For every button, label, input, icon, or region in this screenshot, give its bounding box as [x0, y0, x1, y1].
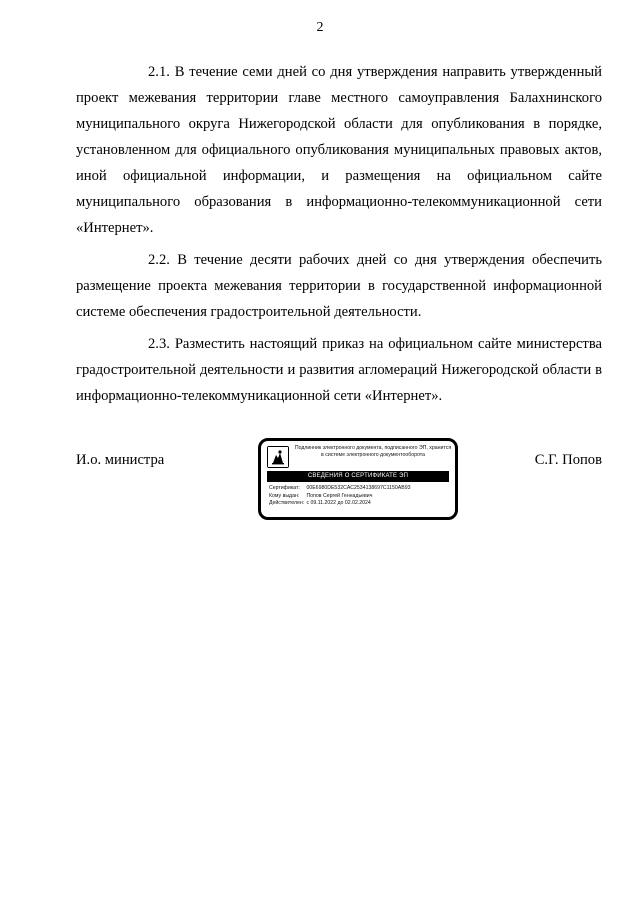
paragraph-text: Разместить настоящий приказ на официальном сайте министерства градостроительной деятельности и развития агломераций Нижегородской области в информационно-телекоммуникационной сети «Интернет». [76, 336, 602, 404]
stamp-title: СВЕДЕНИЯ О СЕРТИФИКАТЕ ЭП [267, 471, 449, 482]
validity-value: с 09.11.2022 до 02.02.2024 [306, 500, 371, 507]
certificate-value: 00E6980DE532CAC2534138697C1150AB93 [306, 485, 411, 491]
electronic-signature-stamp [258, 438, 458, 520]
paragraph-number: 2.1. [148, 64, 170, 80]
coat-of-arms-icon [267, 446, 289, 468]
validity-row [269, 500, 451, 508]
signature-block [76, 438, 602, 528]
signatory-name: С.Г. Попов [534, 452, 602, 468]
paragraph-text: В течение семи дней со дня утверждения направить утвержденный проект межевания территории главе местного самоуправления Балахнинского муниципального округа Нижегородской области для опубликования в порядке, установленном для официального опубликования муниципальных правовых актов, иной официальной информации, и размещения на официальном сайте муниципального образования в информационно-телекоммуникационной сети «Интернет». [76, 64, 602, 236]
page-number: 2 [316, 20, 324, 35]
document-body [76, 59, 602, 415]
paragraph-number: 2.3. [148, 336, 170, 352]
paragraph-2-3 [76, 331, 602, 409]
owner-value: Попов Сергей Геннадьевич [306, 492, 373, 499]
stamp-details [269, 485, 451, 508]
paragraph-text: В течение десяти рабочих дней со дня утверждения обеспечить размещение проекта межевания территории в государственной информационной системе обеспечения градостроительной деятельности. [76, 252, 602, 320]
paragraph-2-1 [76, 59, 602, 241]
paragraph-number: 2.2. [148, 252, 170, 268]
stamp-note: Подлинник электронного документа, подписанного ЭП, хранится в системе электронного документооборота [294, 445, 452, 458]
paragraph-2-2 [76, 247, 602, 325]
certificate-row [269, 485, 451, 493]
owner-label: Кому выдан: [269, 492, 300, 499]
signatory-position: И.о. министра [76, 452, 165, 468]
certificate-label: Сертификат: [269, 485, 300, 491]
validity-label: Действителен: [269, 500, 305, 507]
